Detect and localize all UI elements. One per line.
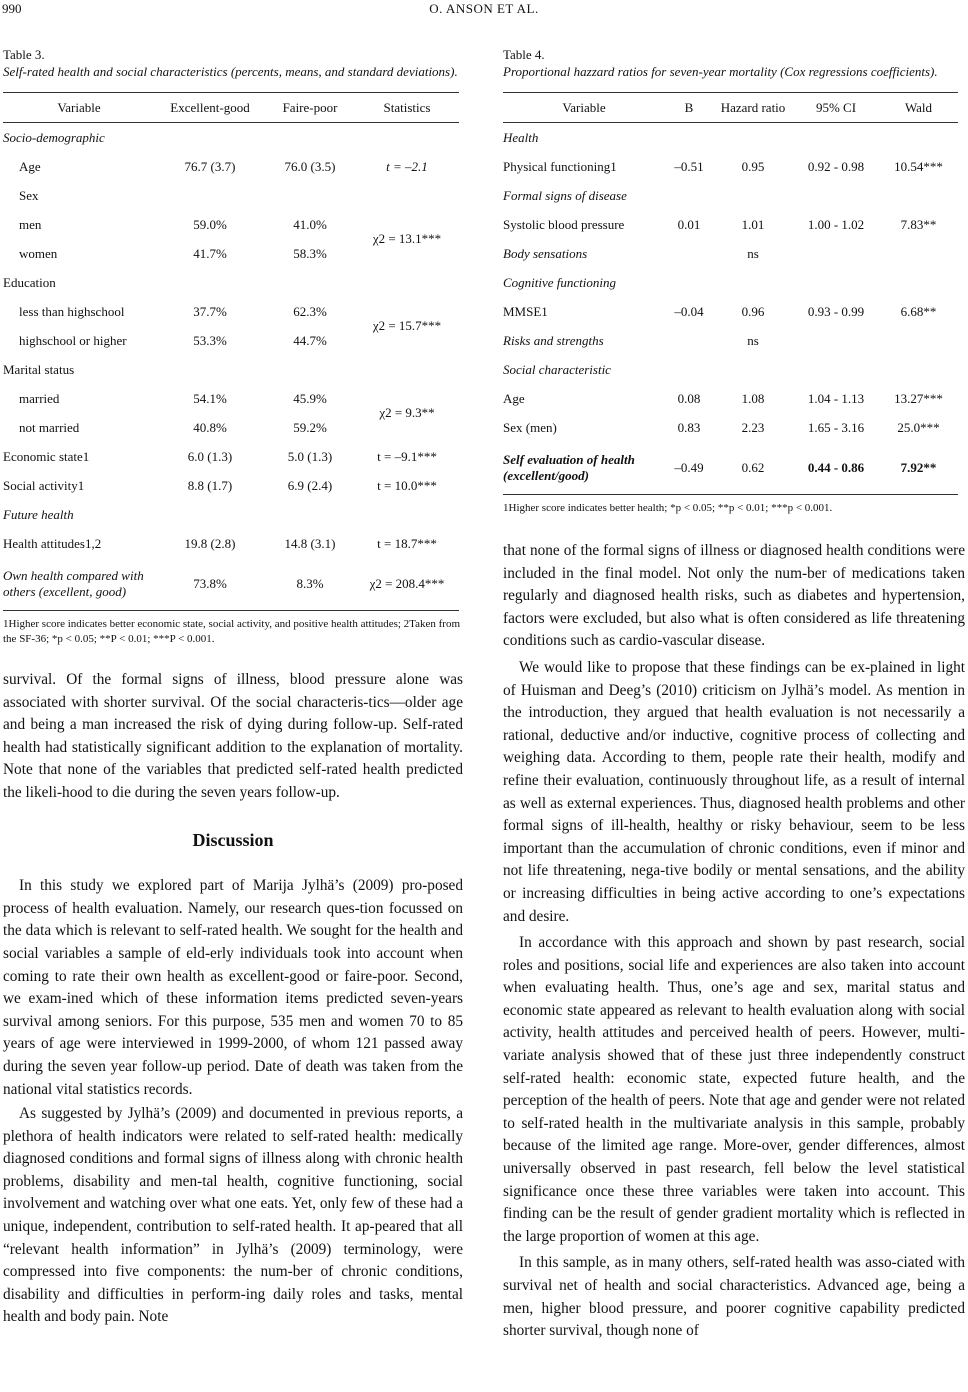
table4-row-label: Cognitive functioning (503, 274, 617, 290)
table4-row-label: Formal signs of disease (503, 187, 627, 203)
table3-cell: 6.0 (1.3) (187, 448, 233, 464)
table4-cell: 1.01 (741, 216, 765, 232)
table3-cell: 8.3% (265, 558, 355, 611)
table3-row-label: Socio-demographic (3, 129, 105, 145)
table4-cell: 0.08 (677, 390, 701, 406)
table-row (503, 268, 958, 297)
paragraph: We would like to propose that these findings can be ex-plained in light of Huisman and Deeg’s (2010) criticism on Jylhä’s model. As mention in the introduction, they argued that health evaluation is not necessarily a rational, deductive and/or inductive, cognitive process of collecting and weighing data. According to them, people rate their health, modify and refine their evaluation, continuously throughout life, as a result of internal as well as external experiences. Thus, diagnosed health problems and other formal signs of ill-health, healthy or risky behaviour, seem to be less important than the accumulation of chronic conditions, even if minor and not life threatening, nega-tive bodily or mental sensations, and the ability or increasing difficulties in being active according to one’s expectations and desire. (503, 658, 965, 925)
table4-cell: 0.96 (741, 303, 765, 319)
table4-cell: 10.54*** (894, 158, 943, 174)
paragraph: survival. Of the formal signs of illness, blood pressure alone was associated with shorter survival. Of the social characteris-tics—older age and being a man increased the risk of dying during follow-up. Self-rated health had statistically significant addition to the explanation of mortality. Note that none of the variables that predicted self-rated health predicted the likeli-hood to die during the seven years follow-up. (3, 671, 463, 801)
table-row (3, 471, 459, 500)
table3-cell: 14.8 (3.1) (284, 535, 336, 551)
table4-cell: 0.62 (713, 442, 793, 495)
table3-cell: 76.0 (3.5) (284, 158, 336, 174)
table4-cell: 2.23 (741, 419, 765, 435)
paragraph: As suggested by Jylhä’s (2009) and documented in previous reports, a plethora of health indicators were related to self-rated health: medically diagnosed conditions and formal signs of illness along with chronic health problems, disability and men-tal health, cognitive functioning, social involvement and watching over what one eats. Yet, only few of these had a unique, independent, contribution to self-rated health. It ap-peared that all “relevant health information” in Jylhä’s (2009) terminology, were compressed into five components: the num-ber of chronic conditions, disability and difficulties in perform-ing daily roles and tasks, mental health and body pain. Note (3, 1105, 463, 1326)
table4-cell: 1.04 - 1.13 (807, 390, 865, 406)
table3-row-label: not married (19, 419, 80, 435)
left-column (3, 46, 463, 1329)
table3 (3, 92, 459, 611)
table3-footnote: 1Higher score indicates better economic state, social activity, and positive health attitudes; 2Taken from the SF-36; *p < 0.05; **P < 0.01; ***P < 0.001. (3, 618, 461, 645)
table3-row-label: Education (3, 274, 56, 290)
table4-caption (503, 46, 965, 80)
left-body-text (3, 669, 463, 1329)
table4-cell: 1.00 - 1.02 (807, 216, 865, 232)
table4-row-label: Risks and strengths (503, 332, 604, 348)
table3-cell: 59.2% (293, 419, 327, 435)
table4-row-label: Self evaluation of health (excellent/good) (503, 442, 665, 495)
table3-cell: 40.8% (193, 419, 227, 435)
paragraph: In this study we explored part of Marija Jylhä’s (2009) pro-posed process of health evaluation. Namely, our research ques-tion focussed on the data which is relevant to self-rated health. We sought for the health and social variables a sample of eld-erly individuals took into account when coming to rate their own health as excellent-good or faire-poor. Second, we exam-ined which of these information items predicted seven-years survival among seniors. For this purpose, 535 men and women 70 to 85 years of age were interviewed in 1999-2000, of whom 121 passed away during the seven year follow-up period. Date of death was taken from the national vital statistics records. (3, 877, 463, 1098)
table3-row-label: Future health (3, 506, 74, 522)
table3-header-row (3, 93, 459, 123)
table3-row-label: men (19, 216, 42, 232)
right-column (503, 46, 965, 1343)
table-row (3, 123, 459, 153)
table4-row-label: Body sensations (503, 245, 588, 261)
table3-cell: 45.9% (293, 390, 327, 406)
section-heading-discussion: Discussion (192, 829, 274, 850)
table-row (3, 529, 459, 558)
table4-cell: 0.01 (677, 216, 701, 232)
table4-footnote: 1Higher score indicates better health; *p < 0.05; **p < 0.01; ***p < 0.001. (503, 502, 833, 514)
table3-cell: 76.7 (3.7) (184, 158, 236, 174)
table4-header: Wald (879, 93, 958, 123)
right-body-text (503, 540, 965, 1343)
table3-stat: t = –2.1 (386, 158, 428, 174)
table3-row-label: Sex (19, 187, 39, 203)
table-row (503, 123, 958, 153)
table4-title: Table 4. (503, 47, 545, 62)
table3-description: Self-rated health and social characteristics (percents, means, and standard deviations). (3, 64, 458, 79)
table-row (503, 181, 958, 210)
table4-cell: 1.65 - 3.16 (807, 419, 865, 435)
table4-row-label: Age (503, 390, 525, 406)
table-row (503, 210, 958, 239)
table4-row-label: Physical functioning1 (503, 158, 617, 174)
table3-row-label: Social activity1 (3, 477, 85, 493)
table4-row-label: Social characteristic (503, 361, 611, 377)
table-row (3, 558, 459, 611)
table3-row-label: Health attitudes1,2 (3, 535, 102, 551)
table-row (3, 210, 459, 239)
table3-row-label: Own health compared with others (excellent, good) (3, 558, 155, 611)
table3-cell: 6.9 (2.4) (287, 477, 333, 493)
table3-header: Statistics (355, 93, 459, 123)
table3-cell: 73.8% (155, 558, 265, 611)
table3-caption (3, 46, 463, 80)
table4-row-label: Systolic blood pressure (503, 216, 625, 232)
table3-cell: 58.3% (293, 245, 327, 261)
table4-cell: 25.0*** (897, 419, 940, 435)
table4-cell: 7.92** (879, 442, 958, 495)
table4-header: B (665, 93, 713, 123)
table-row (3, 152, 459, 181)
table3-stat: χ2 = 9.3** (379, 405, 435, 420)
table3-cell: 5.0 (1.3) (287, 448, 333, 464)
page-header (0, 0, 968, 22)
table-row (503, 326, 958, 355)
table-row (3, 442, 459, 471)
table3-cell: 44.7% (293, 332, 327, 348)
table4-cell: 0.93 - 0.99 (807, 303, 865, 319)
table-row (3, 181, 459, 210)
table4-cell: 0.44 - 0.86 (793, 442, 879, 495)
table-row (503, 442, 958, 495)
table3-row-label: married (19, 390, 60, 406)
table3-stat: χ2 = 15.7*** (372, 318, 442, 333)
table-row (3, 384, 459, 413)
table4-header: Variable (503, 93, 665, 123)
table3-row-label: Age (19, 158, 41, 174)
table-row (3, 500, 459, 529)
table-row (503, 355, 958, 384)
table4-description: Proportional hazzard ratios for seven-year mortality (Cox regressions coefficients). (503, 64, 938, 79)
table-row (3, 297, 459, 326)
table4-cell: ns (747, 332, 759, 348)
table3-row-label: women (19, 245, 58, 261)
table3-stat: χ2 = 13.1*** (372, 231, 442, 246)
table3-cell: 8.8 (1.7) (187, 477, 233, 493)
table3-cell: 59.0% (193, 216, 227, 232)
table4 (503, 92, 958, 495)
table-row (3, 268, 459, 297)
table3-cell: 62.3% (293, 303, 327, 319)
table3-cell: 41.0% (293, 216, 327, 232)
table4-cell: –0.49 (665, 442, 713, 495)
table4-row-label: Health (503, 129, 539, 145)
table4-cell: 6.68** (900, 303, 937, 319)
table-row (503, 297, 958, 326)
table3-cell: 19.8 (2.8) (184, 535, 236, 551)
table-row (3, 355, 459, 384)
page-number: 990 (2, 1, 22, 16)
table-row (503, 152, 958, 181)
table4-cell: 1.08 (741, 390, 765, 406)
table3-stat: t = 10.0*** (377, 477, 437, 493)
running-title: O. ANSON ET AL. (429, 1, 539, 16)
paragraph: In accordance with this approach and shown by past research, social roles and positions, social life and experiences are also taken into account when evaluating health. Thus, one’s age and sex, marital status and economic state appeared as relevant to health evaluation along with social activity, health attitudes and perceived health of peers. However, multi-variate analysis showed that of these just three independently construct self-rated health: economic state, expected future health, and the perception of the health of peers. Note that age and gender were not related to self-rated health in the multivariate analysis in this sample, probably because of the limited age range. More-over, gender differences, almost universally observed in past research, fell below the level statistical significance once these three variables were taken into account. This finding can be the result of gender gradient mortality which is reflected in the large proportion of women at this age. (503, 934, 965, 1245)
table4-cell: 13.27*** (894, 390, 943, 406)
table3-stat: χ2 = 208.4*** (355, 558, 459, 611)
table3-title: Table 3. (3, 47, 45, 62)
table4-header: Hazard ratio (713, 93, 793, 123)
table-row (503, 384, 958, 413)
table4-cell: 0.92 - 0.98 (807, 158, 865, 174)
table4-cell: 0.95 (741, 158, 765, 174)
table-row (503, 239, 958, 268)
table3-row-label: Marital status (3, 361, 75, 377)
table4-cell: –0.51 (674, 158, 704, 174)
table3-header: Variable (3, 93, 155, 123)
table3-stat: t = –9.1*** (377, 448, 437, 464)
table3-header: Faire-poor (265, 93, 355, 123)
table3-cell: 53.3% (193, 332, 227, 348)
paragraph: In this sample, as in many others, self-rated health was asso-ciated with survival net of health and social characteristics. Advanced age, being a men, higher blood pressure, and poorer cognitive capability predicted shorter survival, though none of (503, 1254, 965, 1340)
table3-row-label: Economic state1 (3, 448, 90, 464)
table3-row-label: less than highschool (19, 303, 125, 319)
table3-stat: t = 18.7*** (377, 535, 437, 551)
table4-cell: 0.83 (677, 419, 701, 435)
table3-header: Excellent-good (155, 93, 265, 123)
table4-row-label: Sex (men) (503, 419, 557, 435)
table4-row-label: MMSE1 (503, 303, 548, 319)
table3-row-label: highschool or higher (19, 332, 127, 348)
table3-cell: 37.7% (193, 303, 227, 319)
table4-cell: 7.83** (900, 216, 937, 232)
table3-cell: 54.1% (193, 390, 227, 406)
table4-header-row (503, 93, 958, 123)
table3-cell: 41.7% (193, 245, 227, 261)
table4-cell: –0.04 (674, 303, 704, 319)
paragraph: that none of the formal signs of illness or diagnosed health conditions were included in the final model. Not only the num-ber of medications taken regularly and diagnosed health risks, such as diabetes and hypertension, factors were excluded, but also what is often considered as life threatening conditions such as cardio-vascular disease. (503, 542, 965, 650)
table-row (503, 413, 958, 442)
table4-cell: ns (747, 245, 759, 261)
table4-header: 95% CI (793, 93, 879, 123)
